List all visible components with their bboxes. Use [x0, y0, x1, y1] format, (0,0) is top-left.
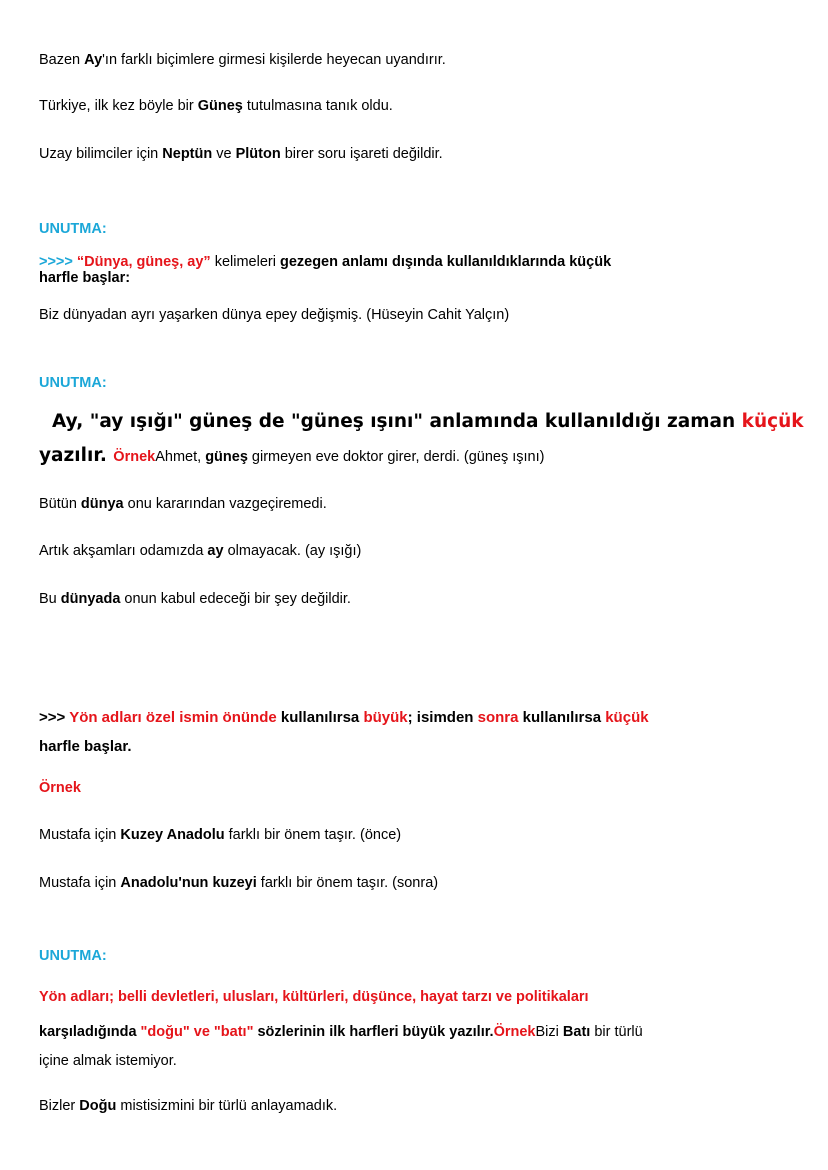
example-dogu-mistisizmi: Bizler Doğu mistisizmini bir türlü anlayamadık. — [39, 1098, 338, 1114]
unutma-heading-2: UNUTMA: — [39, 375, 107, 391]
rule-dunya-gunes-ay: >>>> “Dünya, güneş, ay” kelimeleri gezegen anlamı dışında kullanıldıklarında küçük harfle başlar: — [39, 254, 612, 286]
rule-ay-gunes-small: Ay, "ay ışığı" güneş de "güneş ışını" anlamında kullanıldığı zaman küçük — [52, 411, 804, 432]
example-ay-isigi: Artık akşamları odamızda ay olmayacak. (ay ışığı) — [39, 543, 362, 559]
ornek-heading: Örnek — [39, 780, 81, 796]
example-dunyada: Bu dünyada onun kabul edeceği bir şey değildir. — [39, 591, 351, 607]
rule-dogu-bati: Yön adları; belli devletleri, ulusları, kültürleri, düşünce, hayat tarzı ve politikaları — [39, 989, 589, 1005]
example-anadolunun-kuzeyi: Mustafa için Anadolu'nun kuzeyi farklı bir önem taşır. (sonra) — [39, 875, 439, 891]
rule-continuation-example: yazılır. ÖrnekAhmet, güneş girmeyen eve doktor girer, derdi. (güneş ışını) — [39, 445, 545, 466]
sentence-neptun: Uzay bilimciler için Neptün ve Plüton birer soru işareti değildir. — [39, 146, 443, 162]
unutma-heading-3: UNUTMA: — [39, 948, 107, 964]
rule-dogu-bati-continuation: karşıladığında "doğu" ve "batı" sözlerinin ilk harfleri büyük yazılır.ÖrnekBizi Batı bir türlü içine almak istemiyor. — [39, 1024, 643, 1069]
sentence-ay: Bazen Ay'ın farklı biçimlere girmesi kişilerde heyecan uyandırır. — [39, 52, 446, 68]
unutma-heading-1: UNUTMA: — [39, 221, 107, 237]
sentence-gunes: Türkiye, ilk kez böyle bir Güneş tutulmasına tanık oldu. — [39, 98, 393, 114]
rule-yon-adlari: >>> Yön adları özel ismin önünde kullanılırsa büyük; isimden sonra kullanılırsa küçük harfle başlar. — [39, 709, 649, 755]
example-butun-dunya: Bütün dünya onu kararından vazgeçiremedi. — [39, 496, 327, 512]
example-dunya: Biz dünyadan ayrı yaşarken dünya epey değişmiş. (Hüseyin Cahit Yalçın) — [39, 307, 510, 323]
example-kuzey-anadolu: Mustafa için Kuzey Anadolu farklı bir önem taşır. (önce) — [39, 827, 402, 843]
